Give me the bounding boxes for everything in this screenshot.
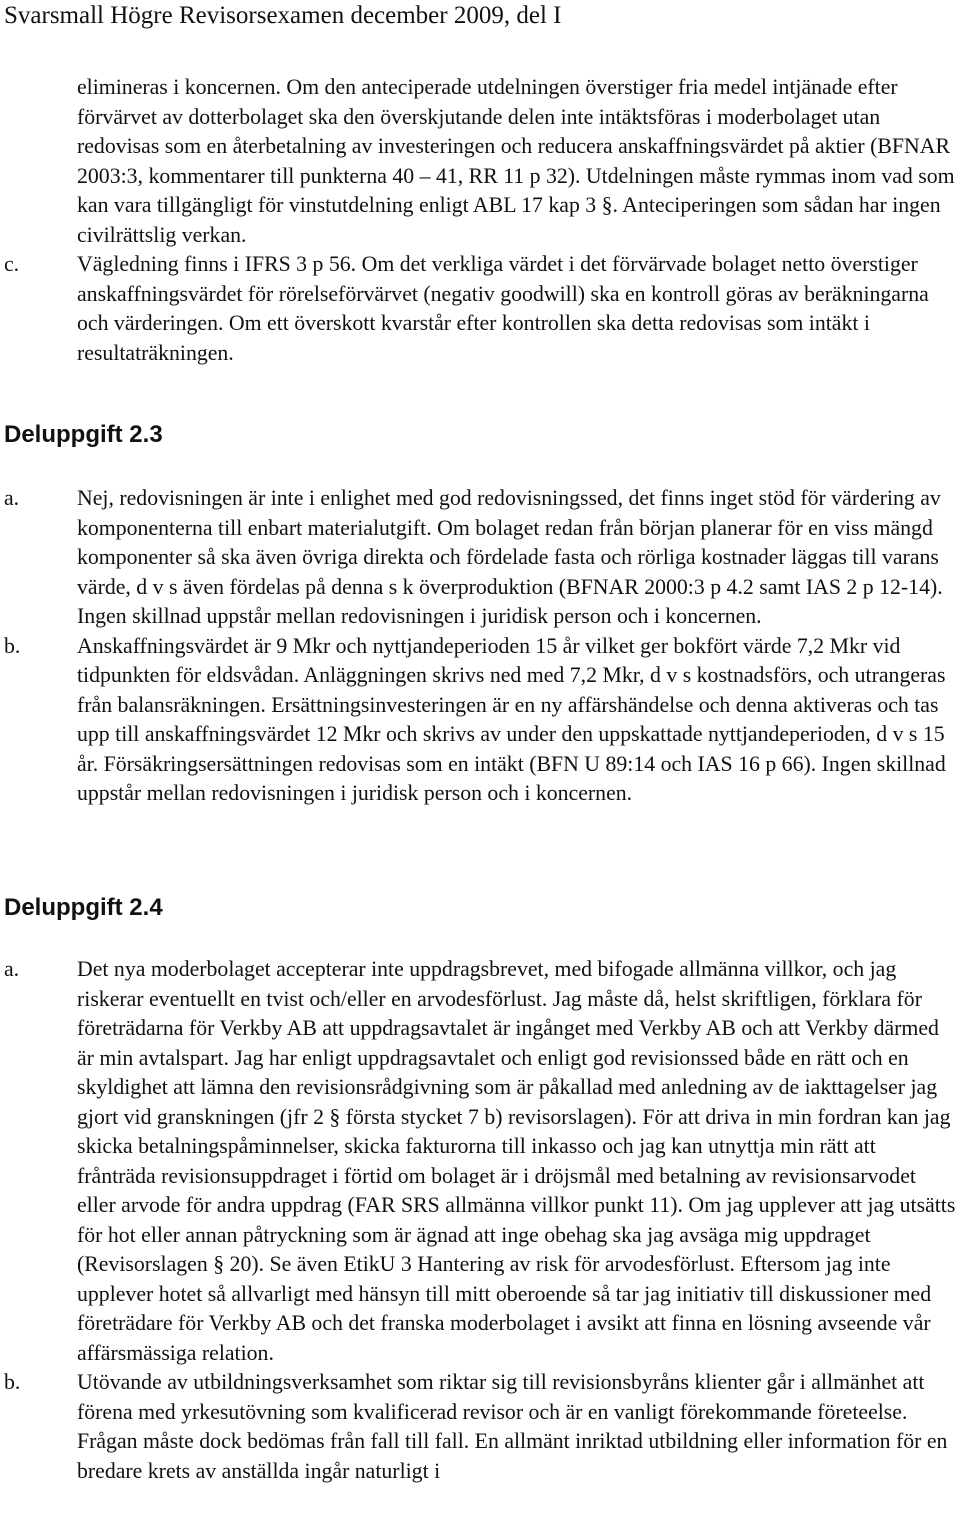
list-marker: a.	[4, 486, 20, 510]
section-2-4	[0, 955, 960, 1486]
section-heading-2-3: Deluppgift 2.3	[4, 421, 163, 448]
section-heading-2-4: Deluppgift 2.4	[4, 894, 163, 921]
list-item-a	[4, 484, 957, 632]
list-item-c	[4, 250, 957, 368]
section-22-continuation	[0, 73, 960, 368]
list-item-b	[4, 1368, 957, 1486]
list-marker: b.	[4, 1370, 21, 1394]
list-item-text: Vägledning finns i IFRS 3 p 56. Om det verkliga värdet i det förvärvade bolaget netto överstiger anskaffningsvärdet för rörelseförvärvet (negativ goodwill) ska en kontroll göras av beräkningarna och värderingen. Om ett överskott kvarstår efter kontrollen ska detta redovisas som intäkt i resultaträkningen.	[77, 252, 929, 365]
list-item-a	[4, 955, 957, 1368]
list-item-text: Nej, redovisningen är inte i enlighet med god redovisningssed, det finns inget stöd för värdering av komponenterna till enbart materialutgift. Om bolaget redan från början planerar för en viss mängd komponenter så ska även övriga direkta och fördelade fasta och rörliga kostnader läggas till varans värde, d v s även fördelas på denna s k överproduktion (BFNAR 2000:3 p 4.2 samt IAS 2 p 12-14). Ingen skillnad uppstår mellan redovisningen i juridisk person och i koncernen.	[77, 486, 943, 628]
list-marker: b.	[4, 633, 21, 658]
document-header: Svarsmall Högre Revisorsexamen december 2009, del I	[4, 2, 562, 29]
list-marker: c.	[4, 252, 20, 276]
section-2-3	[0, 484, 960, 809]
list-item-text: Det nya moderbolaget accepterar inte uppdragsbrevet, med bifogade allmänna villkor, och jag riskerar eventuellt en tvist och/eller en arvodesförlust. Jag måste då, helst skriftligen, förklara för företrädarna för Verkby AB att uppdragsavtalet är ingånget med Verkby AB och att Verkby därmed är min avtalspart. Jag har enligt uppdragsavtalet och enligt god revisionssed både en rätt och en skyldighet att lämna den revisionsrådgivning som är påkallad med anledning av de iakttagelser jag gjort vid granskningen (jfr 2 § första stycket 7 b) revisorslagen). För att driva in min fordran kan jag skicka betalningspåminnelser, skicka fakturorna till inkasso och jag kan utnyttja min rätt att frånträda revisionsuppdraget i förtid om bolaget är i dröjsmål med betalning av revisionsarvodet eller arvode för andra uppdrag (FAR SRS allmänna villkor punkt 11). Om jag upplever att jag utsätts för hot eller annan påtryckning som är ägnad att inge obehag ska jag avsäga mig uppdraget (Revisorslagen § 20). Se även EtikU 3 Hantering av risk för arvodesförlust. Eftersom jag inte upplever hotet så allvarligt med hänsyn till mitt oberoende så tar jag initiativ till diskussioner med företrädare för Verkby AB och det franska moderbolaget i avsikt att finna en lösning avseende vår affärsmässiga relation.	[77, 957, 956, 1365]
list-item-text: Utövande av utbildningsverksamhet som riktar sig till revisionsbyråns klienter går i allmänhet att förena med yrkesutövning som kvalificerad revisor och är en vanligt förekommande företeelse. Frågan måste dock bedömas från fall till fall. En allmänt inriktad utbildning eller information för en bredare krets av anställda ingår naturligt i	[77, 1370, 948, 1483]
list-item-b	[4, 632, 957, 809]
intro-paragraph: elimineras i koncernen. Om den anteciperade utdelningen överstiger fria medel intjänade efter förvärvet av dotterbolaget ska den överskjutande delen inte intäktsföras i moderbolaget utan redovisas som en återbetalning av investeringen och reducera anskaffningsvärdet på aktier (BFNAR 2003:3, kommentarer till punkterna 40 – 41, RR 11 p 32). Utdelningen måste rymmas inom vad som kan vara tillgängligt för vinstutdelning enligt ABL 17 kap 3 §. Anteciperingen som sådan har ingen civilrättslig verkan.	[77, 75, 955, 247]
list-item-text: Anskaffningsvärdet är 9 Mkr och nyttjandeperioden 15 år vilket ger bokfört värde 7,2 Mkr vid tidpunkten för eldsvådan. Anläggningen skrivs ned med 7,2 Mkr, d v s kostnadsförs, och utrangeras från balansräkningen. Ersättningsinvesteringen är en ny affärshändelse och denna aktiveras och tas upp till anskaffningsvärdet 12 Mkr och skrivs av under den uppskattade nyttjandeperioden, d v s 15 år. Försäkringsersättningen redovisas som en intäkt (BFN U 89:14 och IAS 16 p 66). Ingen skillnad uppstår mellan redovisningen i juridisk person och i koncernen.	[77, 633, 946, 805]
list-marker: a.	[4, 957, 20, 981]
